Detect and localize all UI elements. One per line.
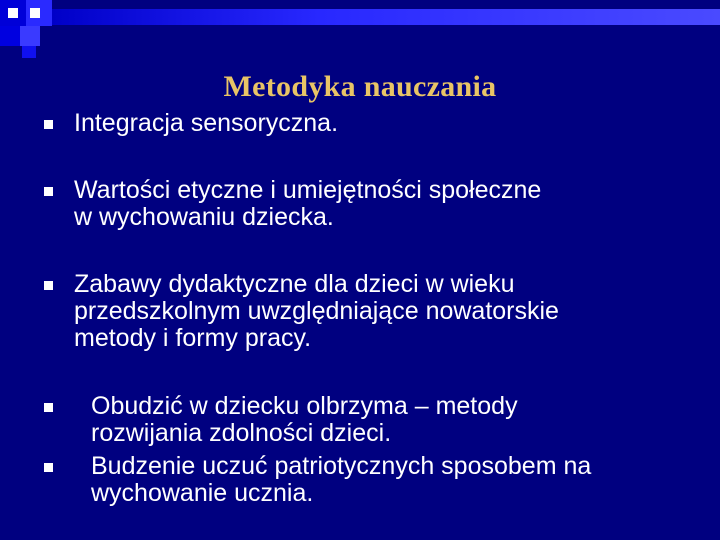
square-bullet-icon [44, 120, 53, 129]
square-bullet-icon [44, 403, 53, 412]
list-item-text: rozwijania zdolności dzieci. [91, 419, 392, 447]
header-stripe [52, 9, 720, 25]
list-item-text: Zabawy dydaktyczne dla dzieci w wieku [74, 270, 515, 298]
list-item-text: w wychowaniu dziecka. [74, 203, 334, 231]
square-bullet-icon [44, 187, 53, 196]
square-bullet-icon [44, 463, 53, 472]
list-item-text: wychowanie ucznia. [91, 479, 314, 507]
decor-square [30, 8, 40, 18]
list-item-text: przedszkolnym uwzględniające nowatorskie [74, 297, 559, 325]
list-item-text: Obudzić w dziecku olbrzyma – metody [91, 392, 518, 420]
decor-square [20, 26, 40, 46]
decor-square [22, 46, 36, 58]
decor-square [8, 8, 18, 18]
decor-square [0, 26, 20, 46]
list-item-text: Integracja sensoryczna. [74, 109, 339, 137]
square-bullet-icon [44, 281, 53, 290]
list-item-text: metody i formy pracy. [74, 324, 312, 352]
slide-title: Metodyka nauczania [223, 70, 497, 103]
list-item-text: Budzenie uczuć patriotycznych sposobem na [91, 452, 592, 480]
list-item-text: Wartości etyczne i umiejętności społeczne [74, 176, 542, 204]
